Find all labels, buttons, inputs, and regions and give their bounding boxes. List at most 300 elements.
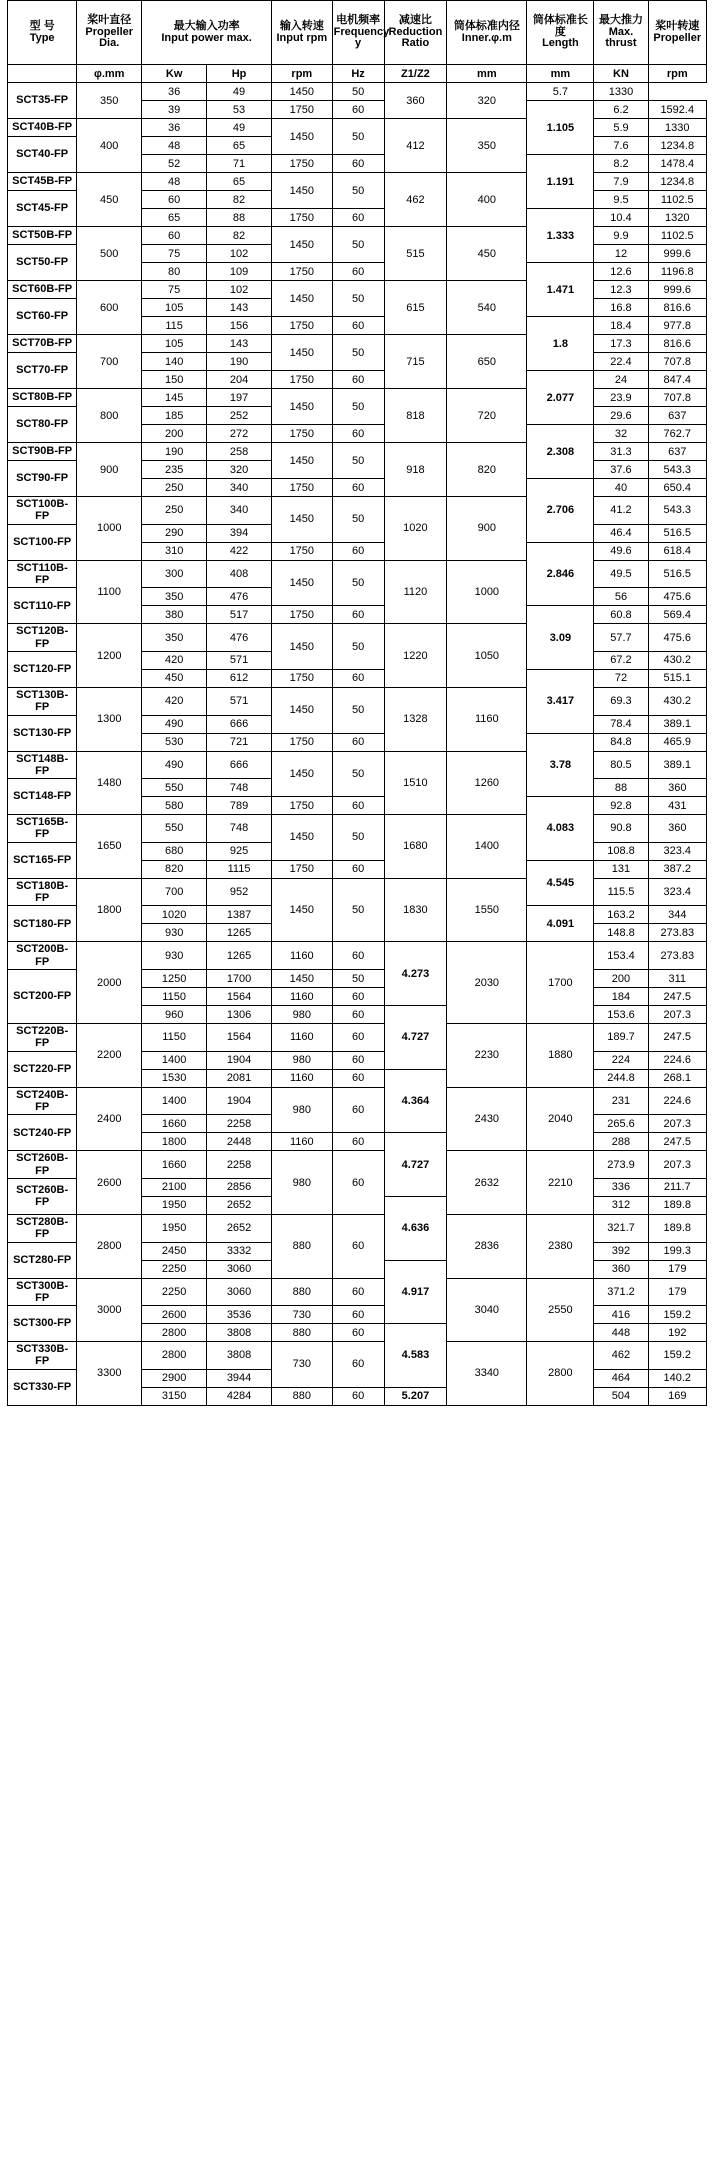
cell-length: 1550 xyxy=(447,878,527,942)
cell-inner-dia: 2230 xyxy=(447,1024,527,1088)
cell-power-hp: 2448 xyxy=(207,1133,272,1151)
cell-propeller-rpm: 1330 xyxy=(594,83,648,101)
cell-power-hp: 517 xyxy=(207,606,272,624)
cell-propeller-rpm: 179 xyxy=(648,1260,706,1278)
cell-propeller-rpm: 207.3 xyxy=(648,1115,706,1133)
table-row xyxy=(8,624,707,652)
cell-reduction-ratio: 4.583 xyxy=(384,1324,447,1388)
cell-max-thrust: 88 xyxy=(594,779,648,797)
cell-power-kw: 48 xyxy=(142,173,207,191)
cell-model: SCT240B-FP xyxy=(8,1087,77,1115)
table-row xyxy=(8,687,707,715)
cell-length: 1160 xyxy=(447,687,527,751)
cell-power-kw: 200 xyxy=(142,425,207,443)
cell-reduction-ratio: 3.78 xyxy=(527,733,594,797)
cell-power-hp: 109 xyxy=(207,263,272,281)
col-header-type-cn: 型 号 xyxy=(29,19,55,32)
cell-model: SCT120-FP xyxy=(8,651,77,687)
cell-propeller-dia: 2600 xyxy=(77,1151,142,1215)
cell-propeller-dia: 350 xyxy=(77,83,142,119)
cell-power-kw: 1950 xyxy=(142,1196,207,1214)
cell-power-hp: 82 xyxy=(207,191,272,209)
cell-power-kw: 48 xyxy=(142,137,207,155)
cell-frequency: 60 xyxy=(332,1069,384,1087)
cell-power-kw: 380 xyxy=(142,606,207,624)
table-row xyxy=(8,335,707,353)
cell-max-thrust: 288 xyxy=(594,1133,648,1151)
cell-input-rpm: 1450 xyxy=(272,281,333,317)
cell-input-rpm: 1750 xyxy=(272,425,333,443)
table-row xyxy=(8,281,707,299)
cell-propeller-rpm: 199.3 xyxy=(648,1242,706,1260)
col-header-ratio-cn: 减速比 xyxy=(398,14,432,27)
cell-propeller-rpm: 707.8 xyxy=(648,353,706,371)
col-header-length-en: Length xyxy=(542,37,579,50)
cell-power-hp: 925 xyxy=(207,842,272,860)
col-header-input-rpm xyxy=(272,1,333,65)
cell-model: SCT90B-FP xyxy=(8,443,77,461)
cell-model: SCT120B-FP xyxy=(8,624,77,652)
cell-max-thrust: 22.4 xyxy=(594,353,648,371)
cell-frequency: 60 xyxy=(332,1306,384,1324)
cell-model: SCT70B-FP xyxy=(8,335,77,353)
unit-rpm: rpm xyxy=(272,65,333,83)
cell-model: SCT180-FP xyxy=(8,906,77,942)
cell-power-hp: 2258 xyxy=(207,1115,272,1133)
cell-model: SCT60B-FP xyxy=(8,281,77,299)
cell-input-rpm: 1750 xyxy=(272,797,333,815)
unit-type xyxy=(8,65,77,83)
cell-power-kw: 960 xyxy=(142,1006,207,1024)
cell-reduction-ratio: 2.077 xyxy=(527,371,594,425)
table-row xyxy=(8,173,707,191)
cell-frequency: 50 xyxy=(332,443,384,479)
cell-input-rpm: 980 xyxy=(272,1087,333,1133)
cell-power-kw: 550 xyxy=(142,779,207,797)
cell-power-hp: 102 xyxy=(207,245,272,263)
cell-inner-dia: 615 xyxy=(384,281,447,335)
cell-input-rpm: 1160 xyxy=(272,1133,333,1151)
cell-power-hp: 952 xyxy=(207,878,272,906)
cell-power-kw: 115 xyxy=(142,317,207,335)
cell-propeller-dia: 600 xyxy=(77,281,142,335)
cell-max-thrust: 163.2 xyxy=(594,906,648,924)
cell-propeller-rpm: 1478.4 xyxy=(648,155,706,173)
cell-max-thrust: 148.8 xyxy=(594,924,648,942)
cell-input-rpm: 1750 xyxy=(272,317,333,335)
cell-input-rpm: 1160 xyxy=(272,1069,333,1087)
cell-propeller-dia: 1800 xyxy=(77,878,142,942)
cell-frequency: 60 xyxy=(332,1024,384,1052)
cell-model: SCT280-FP xyxy=(8,1242,77,1278)
cell-power-hp: 49 xyxy=(207,119,272,137)
cell-max-thrust: 5.9 xyxy=(594,119,648,137)
cell-input-rpm: 1450 xyxy=(272,624,333,670)
cell-propeller-dia: 800 xyxy=(77,389,142,443)
cell-power-kw: 60 xyxy=(142,191,207,209)
cell-inner-dia: 2632 xyxy=(447,1151,527,1215)
cell-model: SCT45-FP xyxy=(8,191,77,227)
cell-power-hp: 1265 xyxy=(207,942,272,970)
col-header-inner-en: Inner.φ.m xyxy=(461,31,512,44)
cell-propeller-rpm: 207.3 xyxy=(648,1006,706,1024)
cell-reduction-ratio: 5.207 xyxy=(384,1387,447,1405)
cell-power-hp: 65 xyxy=(207,137,272,155)
unit-ratio: Z1/Z2 xyxy=(384,65,447,83)
cell-model: SCT330B-FP xyxy=(8,1342,77,1370)
cell-frequency: 60 xyxy=(332,263,384,281)
cell-model: SCT260B-FP xyxy=(8,1151,77,1179)
col-header-propeller-en: Propeller xyxy=(653,31,702,44)
cell-length: 2800 xyxy=(527,1342,594,1406)
cell-frequency: 50 xyxy=(332,624,384,670)
cell-max-thrust: 9.5 xyxy=(594,191,648,209)
table-row xyxy=(8,227,707,245)
cell-propeller-rpm: 311 xyxy=(648,970,706,988)
cell-propeller-rpm: 323.4 xyxy=(648,878,706,906)
cell-propeller-rpm: 344 xyxy=(648,906,706,924)
cell-power-hp: 65 xyxy=(207,173,272,191)
cell-propeller-rpm: 762.7 xyxy=(648,425,706,443)
cell-propeller-rpm: 159.2 xyxy=(648,1342,706,1370)
cell-propeller-rpm: 389.1 xyxy=(648,715,706,733)
cell-power-kw: 450 xyxy=(142,669,207,687)
cell-power-hp: 3944 xyxy=(207,1369,272,1387)
cell-model: SCT240-FP xyxy=(8,1115,77,1151)
cell-power-hp: 571 xyxy=(207,651,272,669)
table-row xyxy=(8,878,707,906)
cell-propeller-rpm: 247.5 xyxy=(648,1024,706,1052)
cell-inner-dia: 1120 xyxy=(384,560,447,624)
cell-max-thrust: 17.3 xyxy=(594,335,648,353)
col-header-power-cn: 最大输入功率 xyxy=(173,19,240,32)
cell-propeller-rpm: 1102.5 xyxy=(648,191,706,209)
cell-propeller-rpm: 430.2 xyxy=(648,687,706,715)
cell-reduction-ratio: 4.636 xyxy=(384,1196,447,1260)
cell-frequency: 50 xyxy=(332,335,384,371)
cell-model: SCT148-FP xyxy=(8,779,77,815)
cell-max-thrust: 464 xyxy=(594,1369,648,1387)
cell-power-hp: 748 xyxy=(207,779,272,797)
cell-propeller-rpm: 475.6 xyxy=(648,624,706,652)
cell-input-rpm: 980 xyxy=(272,1051,333,1069)
cell-propeller-rpm: 515.1 xyxy=(648,669,706,687)
cell-length: 2380 xyxy=(527,1214,594,1278)
cell-propeller-rpm: 360 xyxy=(648,815,706,843)
cell-max-thrust: 12.6 xyxy=(594,263,648,281)
cell-reduction-ratio: 4.364 xyxy=(384,1069,447,1133)
cell-model: SCT200B-FP xyxy=(8,942,77,970)
cell-power-hp: 476 xyxy=(207,588,272,606)
cell-power-kw: 105 xyxy=(142,299,207,317)
cell-input-rpm: 1750 xyxy=(272,209,333,227)
cell-power-hp: 156 xyxy=(207,317,272,335)
cell-frequency: 60 xyxy=(332,209,384,227)
table-row xyxy=(8,119,707,137)
cell-model: SCT100B-FP xyxy=(8,497,77,525)
cell-length: 450 xyxy=(447,227,527,281)
cell-propeller-dia: 700 xyxy=(77,335,142,389)
cell-propeller-dia: 2400 xyxy=(77,1087,142,1151)
table-row xyxy=(8,1214,707,1242)
unit-dia: φ.mm xyxy=(77,65,142,83)
cell-propeller-rpm: 1592.4 xyxy=(648,101,706,119)
cell-propeller-rpm: 516.5 xyxy=(648,524,706,542)
col-header-inner xyxy=(447,1,527,65)
cell-power-kw: 150 xyxy=(142,371,207,389)
cell-propeller-rpm: 1330 xyxy=(648,119,706,137)
cell-input-rpm: 1160 xyxy=(272,988,333,1006)
cell-frequency: 60 xyxy=(332,371,384,389)
cell-propeller-rpm: 1234.8 xyxy=(648,137,706,155)
cell-model: SCT60-FP xyxy=(8,299,77,335)
col-header-frequency-cn: 电机频率 xyxy=(336,14,381,27)
cell-max-thrust: 231 xyxy=(594,1087,648,1115)
cell-input-rpm: 1750 xyxy=(272,155,333,173)
col-header-ratio xyxy=(384,1,447,65)
cell-power-hp: 88 xyxy=(207,209,272,227)
cell-max-thrust: 371.2 xyxy=(594,1278,648,1306)
cell-max-thrust: 153.4 xyxy=(594,942,648,970)
cell-length: 1400 xyxy=(447,815,527,879)
cell-max-thrust: 32 xyxy=(594,425,648,443)
cell-power-kw: 930 xyxy=(142,924,207,942)
cell-inner-dia: 462 xyxy=(384,173,447,227)
cell-frequency: 60 xyxy=(332,425,384,443)
cell-propeller-rpm: 387.2 xyxy=(648,860,706,878)
cell-power-kw: 310 xyxy=(142,542,207,560)
cell-power-kw: 2600 xyxy=(142,1306,207,1324)
cell-frequency: 50 xyxy=(332,389,384,425)
cell-power-hp: 272 xyxy=(207,425,272,443)
cell-max-thrust: 29.6 xyxy=(594,407,648,425)
cell-power-kw: 350 xyxy=(142,624,207,652)
cell-power-hp: 408 xyxy=(207,560,272,588)
cell-inner-dia: 515 xyxy=(384,227,447,281)
cell-power-kw: 2900 xyxy=(142,1369,207,1387)
cell-propeller-rpm: 999.6 xyxy=(648,245,706,263)
cell-power-kw: 60 xyxy=(142,227,207,245)
cell-model: SCT130B-FP xyxy=(8,687,77,715)
cell-max-thrust: 49.5 xyxy=(594,560,648,588)
cell-propeller-dia: 1300 xyxy=(77,687,142,751)
cell-reduction-ratio: 3.417 xyxy=(527,669,594,733)
cell-power-kw: 75 xyxy=(142,245,207,263)
cell-propeller-rpm: 465.9 xyxy=(648,733,706,751)
cell-frequency: 60 xyxy=(332,1133,384,1151)
cell-power-kw: 420 xyxy=(142,687,207,715)
cell-inner-dia: 1328 xyxy=(384,687,447,751)
cell-power-kw: 530 xyxy=(142,733,207,751)
cell-input-rpm: 980 xyxy=(272,1006,333,1024)
cell-reduction-ratio: 1.105 xyxy=(527,101,594,155)
cell-frequency: 50 xyxy=(332,281,384,317)
cell-power-kw: 1660 xyxy=(142,1115,207,1133)
cell-length: 400 xyxy=(447,173,527,227)
cell-power-hp: 1564 xyxy=(207,1024,272,1052)
cell-propeller-dia: 500 xyxy=(77,227,142,281)
cell-power-kw: 1400 xyxy=(142,1051,207,1069)
cell-frequency: 60 xyxy=(332,1214,384,1278)
cell-power-kw: 1530 xyxy=(142,1069,207,1087)
cell-input-rpm: 1450 xyxy=(272,443,333,479)
cell-reduction-ratio: 1.471 xyxy=(527,263,594,317)
cell-model: SCT165-FP xyxy=(8,842,77,878)
cell-reduction-ratio: 2.308 xyxy=(527,425,594,479)
cell-input-rpm: 1750 xyxy=(272,733,333,751)
cell-power-hp: 1306 xyxy=(207,1006,272,1024)
cell-propeller-dia: 3300 xyxy=(77,1342,142,1406)
cell-input-rpm: 880 xyxy=(272,1214,333,1278)
col-header-frequency xyxy=(332,1,390,65)
cell-power-hp: 49 xyxy=(207,83,272,101)
cell-inner-dia: 2836 xyxy=(447,1214,527,1278)
cell-propeller-rpm: 169 xyxy=(648,1387,706,1405)
cell-power-hp: 3332 xyxy=(207,1242,272,1260)
cell-max-thrust: 57.7 xyxy=(594,624,648,652)
cell-propeller-rpm: 999.6 xyxy=(648,281,706,299)
cell-model: SCT165B-FP xyxy=(8,815,77,843)
cell-propeller-dia: 1480 xyxy=(77,751,142,815)
cell-length: 1260 xyxy=(447,751,527,815)
cell-input-rpm: 1450 xyxy=(272,751,333,797)
cell-frequency: 50 xyxy=(332,119,384,155)
cell-model: SCT40B-FP xyxy=(8,119,77,137)
cell-power-kw: 700 xyxy=(142,878,207,906)
cell-frequency: 60 xyxy=(332,1324,384,1342)
cell-power-kw: 2800 xyxy=(142,1324,207,1342)
cell-power-hp: 3536 xyxy=(207,1306,272,1324)
cell-power-hp: 340 xyxy=(207,479,272,497)
col-header-ratio-en: Reduction Ratio xyxy=(388,25,443,50)
cell-frequency: 50 xyxy=(332,173,384,209)
cell-model: SCT130-FP xyxy=(8,715,77,751)
cell-inner-dia: 1510 xyxy=(384,751,447,815)
cell-reduction-ratio: 4.091 xyxy=(527,906,594,942)
cell-power-kw: 250 xyxy=(142,479,207,497)
cell-reduction-ratio: 4.545 xyxy=(527,860,594,906)
cell-max-thrust: 273.9 xyxy=(594,1151,648,1179)
cell-length: 900 xyxy=(447,497,527,561)
table-row xyxy=(8,751,707,779)
cell-power-hp: 422 xyxy=(207,542,272,560)
cell-propeller-rpm: 1234.8 xyxy=(648,173,706,191)
cell-model: SCT40-FP xyxy=(8,137,77,173)
cell-model: SCT220-FP xyxy=(8,1051,77,1087)
cell-max-thrust: 56 xyxy=(594,588,648,606)
cell-frequency: 60 xyxy=(332,542,384,560)
cell-input-rpm: 1450 xyxy=(272,970,333,988)
cell-input-rpm: 1450 xyxy=(272,389,333,425)
col-header-type-en: Type xyxy=(29,31,55,44)
cell-propeller-rpm: 192 xyxy=(648,1324,706,1342)
cell-input-rpm: 1750 xyxy=(272,860,333,878)
cell-model: SCT90-FP xyxy=(8,461,77,497)
col-header-type xyxy=(8,1,77,65)
cell-max-thrust: 153.6 xyxy=(594,1006,648,1024)
cell-model: SCT300-FP xyxy=(8,1306,77,1342)
cell-length: 1880 xyxy=(527,1024,594,1088)
cell-input-rpm: 880 xyxy=(272,1387,333,1405)
cell-propeller-rpm: 268.1 xyxy=(648,1069,706,1087)
cell-power-kw: 350 xyxy=(142,588,207,606)
cell-input-rpm: 1450 xyxy=(272,878,333,942)
cell-frequency: 60 xyxy=(332,1387,384,1405)
cell-input-rpm: 880 xyxy=(272,1278,333,1306)
table-row xyxy=(8,942,707,970)
cell-power-kw: 1150 xyxy=(142,1024,207,1052)
cell-model: SCT330-FP xyxy=(8,1369,77,1405)
cell-max-thrust: 49.6 xyxy=(594,542,648,560)
cell-power-hp: 3060 xyxy=(207,1260,272,1278)
cell-length: 1050 xyxy=(447,624,527,688)
cell-frequency: 50 xyxy=(332,227,384,263)
cell-propeller-rpm: 816.6 xyxy=(648,335,706,353)
cell-max-thrust: 41.2 xyxy=(594,497,648,525)
cell-power-kw: 2100 xyxy=(142,1178,207,1196)
cell-power-hp: 1700 xyxy=(207,970,272,988)
cell-input-rpm: 730 xyxy=(272,1306,333,1324)
cell-frequency: 50 xyxy=(332,878,384,942)
cell-max-thrust: 12 xyxy=(594,245,648,263)
cell-power-kw: 2250 xyxy=(142,1260,207,1278)
cell-propeller-rpm: 431 xyxy=(648,797,706,815)
col-header-dia-en: Propeller Dia. xyxy=(85,25,134,50)
cell-length: 350 xyxy=(447,119,527,173)
unit-kw: Kw xyxy=(142,65,207,83)
cell-inner-dia: 1020 xyxy=(384,497,447,561)
cell-inner-dia: 818 xyxy=(384,389,447,443)
cell-power-hp: 789 xyxy=(207,797,272,815)
cell-frequency: 60 xyxy=(332,1006,384,1024)
cell-frequency: 60 xyxy=(332,606,384,624)
col-header-length xyxy=(527,1,594,65)
cell-max-thrust: 224 xyxy=(594,1051,648,1069)
cell-inner-dia: 3340 xyxy=(447,1342,527,1406)
cell-power-kw: 250 xyxy=(142,497,207,525)
cell-frequency: 50 xyxy=(332,687,384,733)
cell-power-hp: 666 xyxy=(207,715,272,733)
cell-power-hp: 721 xyxy=(207,733,272,751)
col-header-input-rpm-en: Input rpm xyxy=(276,31,328,44)
cell-reduction-ratio: 1.333 xyxy=(527,209,594,263)
table-row xyxy=(8,1278,707,1306)
cell-max-thrust: 108.8 xyxy=(594,842,648,860)
cell-power-hp: 258 xyxy=(207,443,272,461)
cell-input-rpm: 1450 xyxy=(272,815,333,861)
cell-power-hp: 2081 xyxy=(207,1069,272,1087)
cell-power-hp: 143 xyxy=(207,335,272,353)
cell-power-kw: 185 xyxy=(142,407,207,425)
cell-inner-dia: 1680 xyxy=(384,815,447,879)
unit-length: mm xyxy=(527,65,594,83)
cell-frequency: 60 xyxy=(332,669,384,687)
cell-power-hp: 1115 xyxy=(207,860,272,878)
cell-model: SCT300B-FP xyxy=(8,1278,77,1306)
cell-max-thrust: 46.4 xyxy=(594,524,648,542)
cell-power-hp: 82 xyxy=(207,227,272,245)
cell-max-thrust: 9.9 xyxy=(594,227,648,245)
cell-reduction-ratio: 1.191 xyxy=(527,155,594,209)
cell-length: 650 xyxy=(447,335,527,389)
cell-max-thrust: 92.8 xyxy=(594,797,648,815)
cell-power-kw: 300 xyxy=(142,560,207,588)
cell-power-hp: 197 xyxy=(207,389,272,407)
cell-propeller-rpm: 189.8 xyxy=(648,1196,706,1214)
cell-model: SCT148B-FP xyxy=(8,751,77,779)
cell-frequency: 60 xyxy=(332,1051,384,1069)
cell-input-rpm: 980 xyxy=(272,1151,333,1215)
